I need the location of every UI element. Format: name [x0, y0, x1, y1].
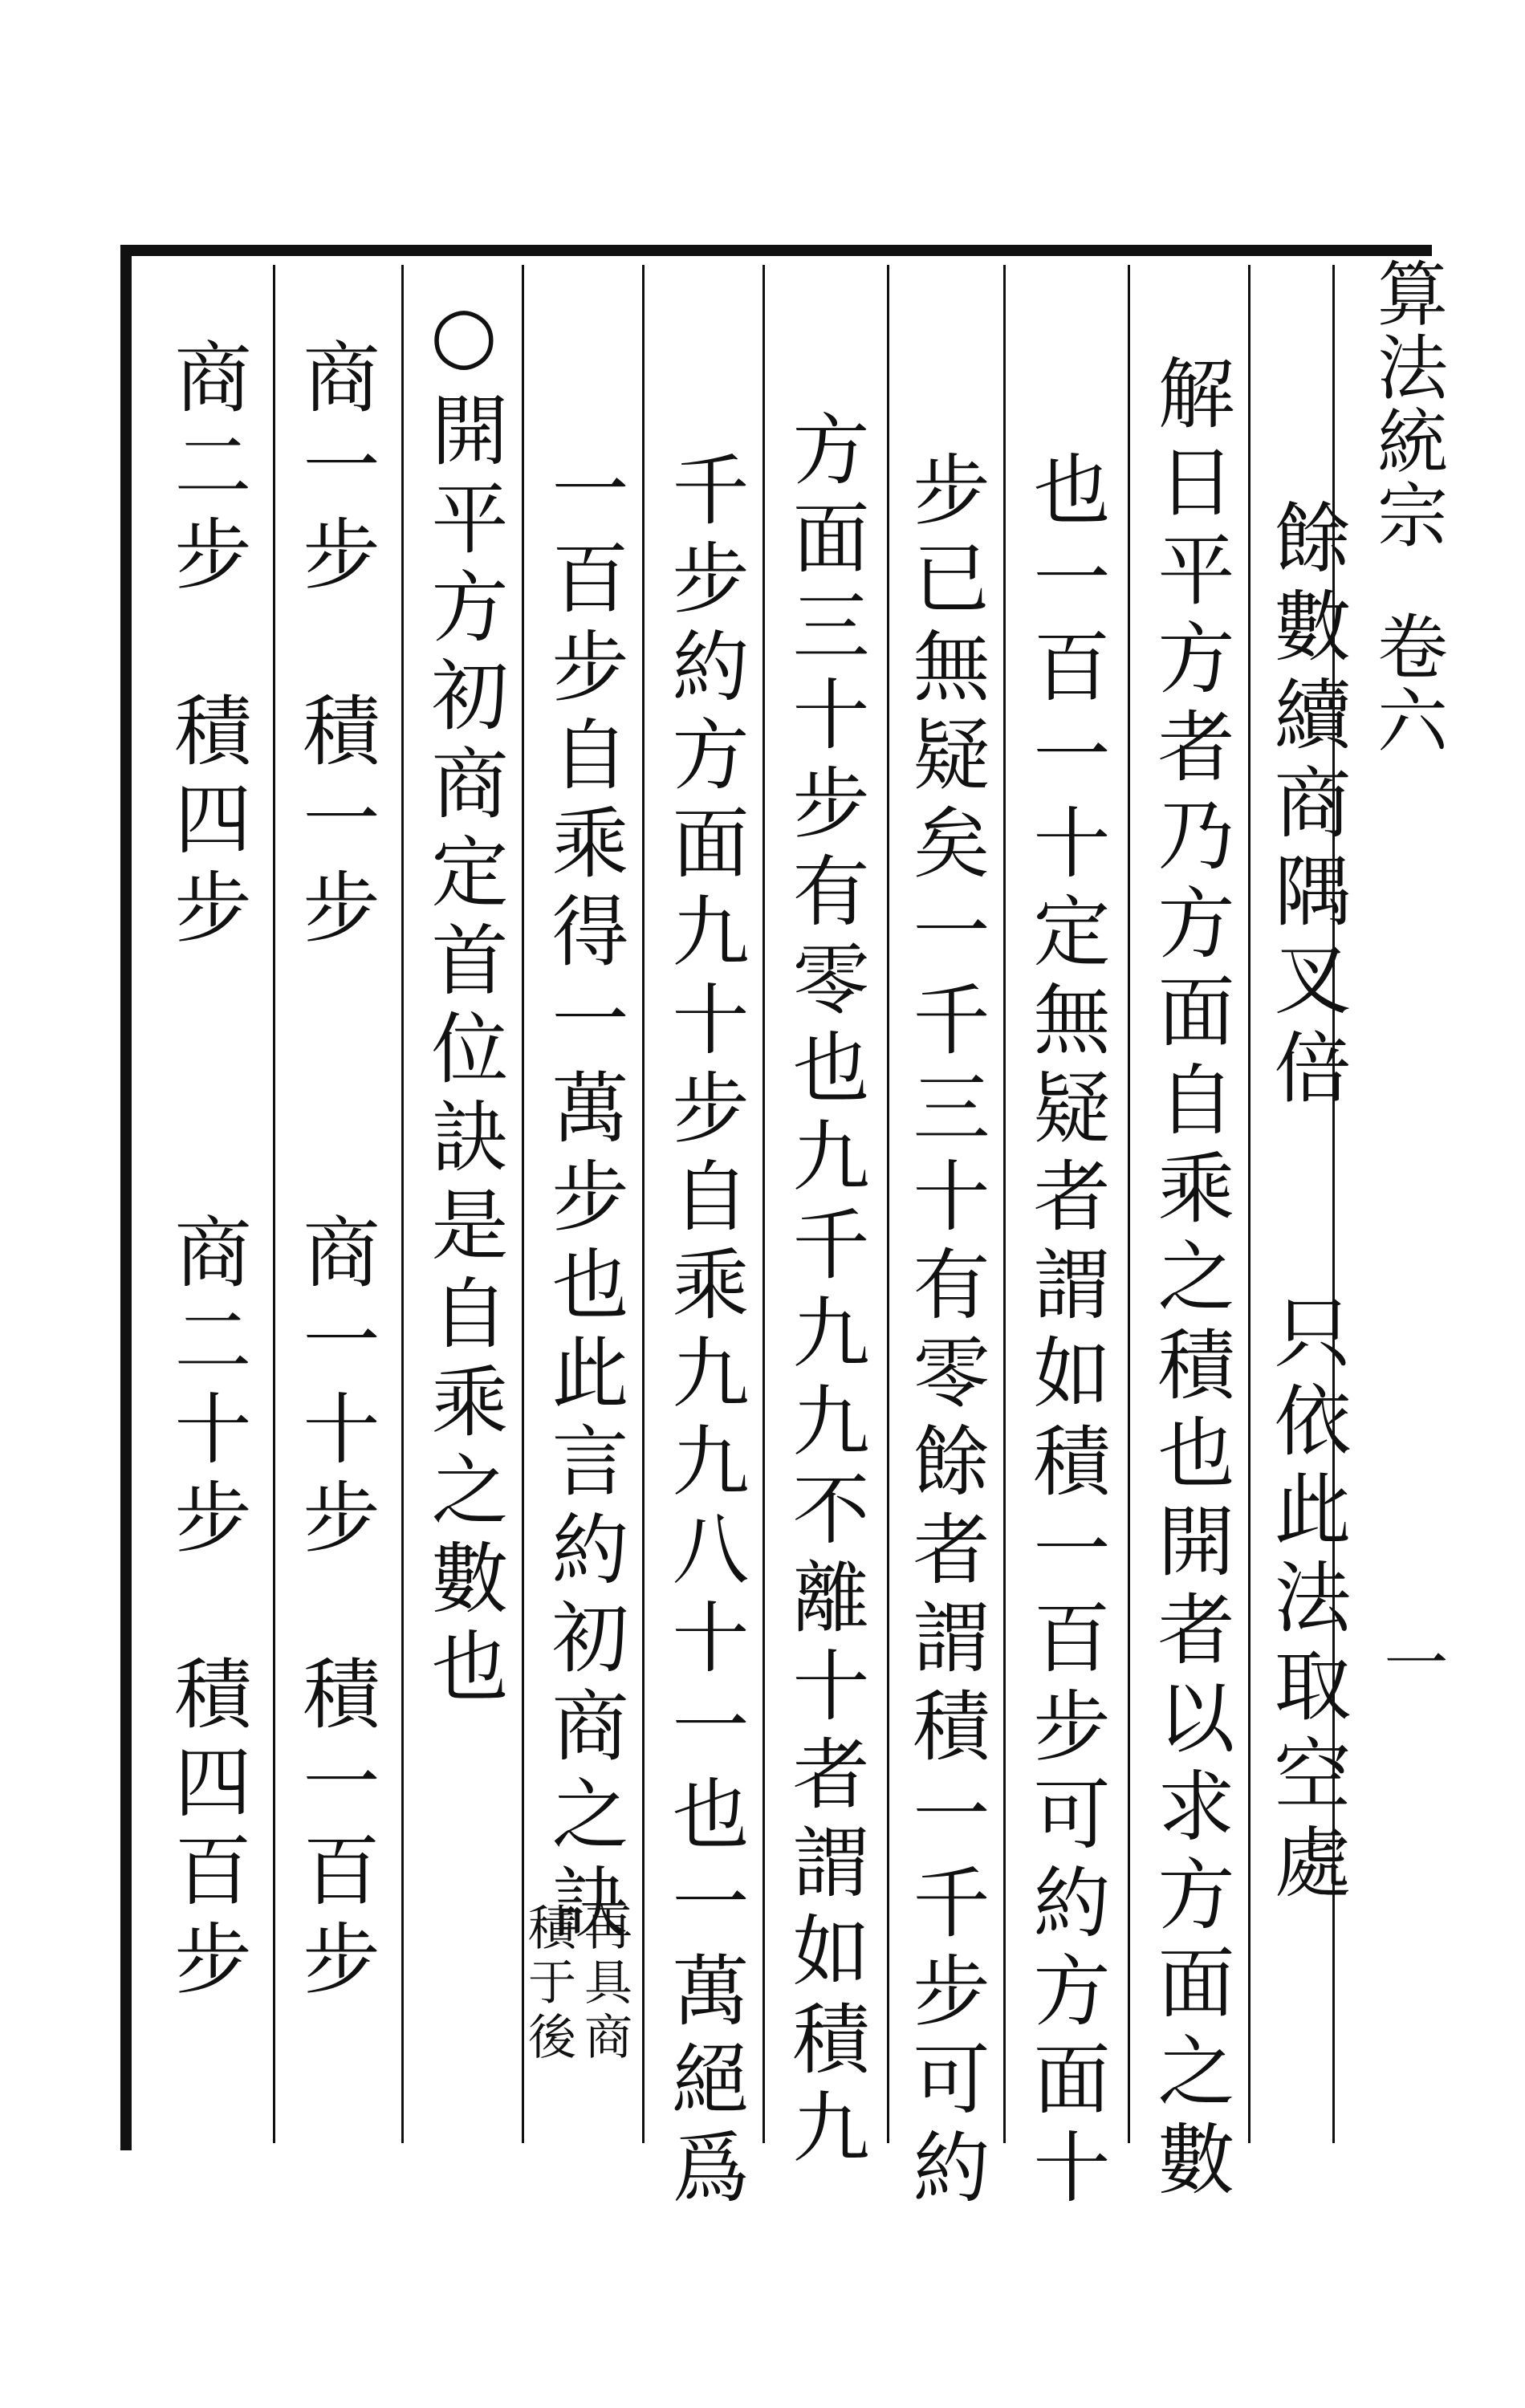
column-rule [522, 265, 524, 2143]
text-column: 解日平方者乃方面自乘之積也開者以求方面之數 [1145, 353, 1235, 2207]
column-rule [1128, 265, 1130, 2143]
interlinear-note-left: 積于後 [520, 1902, 576, 2066]
text-column: 商二步 積四步 [162, 337, 252, 955]
column-rule [1248, 265, 1250, 2143]
text-column: 商一十步 積一百步 [291, 1212, 380, 2007]
edge-title: 算法統宗 [1366, 257, 1449, 552]
text-column: 也一百一十定無疑者謂如積一百步可約方面十 [1021, 449, 1111, 2215]
text-column: 商二十步 積四百步 [162, 1212, 252, 2007]
text-column: 商一步 積一步 [291, 337, 380, 955]
column-rule [401, 265, 404, 2143]
text-column: 餘數續商隅叉倍 只依此法取空處 [1262, 498, 1352, 1910]
text-column: ○開平方初商定首位訣是自乘之數也 [419, 289, 509, 1714]
column-rule [762, 265, 765, 2143]
column-rule [1003, 265, 1006, 2143]
column-rule [642, 265, 645, 2143]
text-column: 步已無疑矣一千三十有零餘者謂積一千步可約 [901, 449, 990, 2215]
text-column: 千步約方面九十步自乘九九八十一也一萬絕爲 [660, 449, 750, 2215]
column-rule [887, 265, 889, 2143]
page-number: 一 [1373, 1629, 1448, 1694]
edge-volume: 卷六 [1366, 610, 1449, 758]
column-rule [273, 265, 275, 2143]
text-column: 方面三十步有零也九千九九不離十者謂如積九 [780, 409, 870, 2175]
interlinear-note-right: 再具商 [576, 1902, 632, 2066]
text-column: 一百步自乘得一萬步也此言約初商之訣 [539, 449, 629, 1950]
